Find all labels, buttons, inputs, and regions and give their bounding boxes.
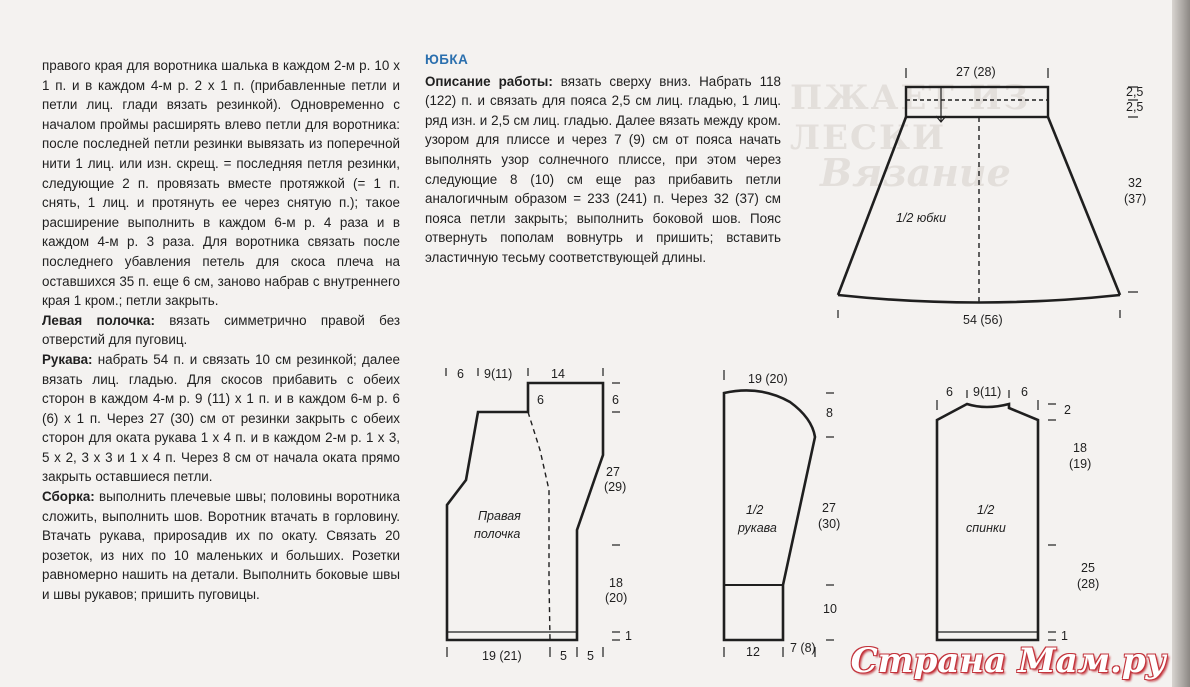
left-front-title: Левая полочка: <box>42 312 155 328</box>
back-label-1: 1/2 <box>977 503 995 517</box>
front-hem: 18 <box>609 576 623 590</box>
front-rib: 1 <box>625 629 632 643</box>
sleeves-title: Рукава: <box>42 351 93 367</box>
page-fold-shadow <box>1172 0 1190 687</box>
back-label-2: спинки <box>966 521 1006 535</box>
back-neck: 2 <box>1064 403 1071 417</box>
watermark-logo: Страна Мам.ру <box>850 641 1166 681</box>
description-title: Описание работы: <box>425 73 553 89</box>
skirt-band-1: 2,5 <box>1126 85 1144 99</box>
skirt-schematic <box>838 68 1138 318</box>
sleeve-length: 27 <box>822 501 836 515</box>
front-b3: 5 <box>587 649 594 663</box>
front-t2: 9(11) <box>484 367 513 381</box>
sleeves-text: набрать 54 п. и связать 10 см резинкой; далее вязать лиц. гладью. Для скосов прибавить с обеих сторон в каждом 4-м р. 9 (11) х 1 п. и в каждом 6-м р. 6 (6) х 1 п. Через 27 (30) см от резинки закрыть с обеих сторон для оката рукава 1 х 4 п. и в каждом 2-м р. 1 х 3, 5 х 2, 3 х 3 и 1 х 4 п. Через 8 см от начала оката прямо закрыть оставшиеся петли. <box>42 351 400 485</box>
skirt-piece-label: 1/2 юбки <box>896 211 947 225</box>
back-t3: 6 <box>1021 385 1028 399</box>
background-bleed-script: Вязание <box>820 150 1011 195</box>
back-t1: 6 <box>946 385 953 399</box>
front-label-1: Правая <box>478 509 521 523</box>
sleeve-b1: 12 <box>746 645 760 659</box>
front-label-2: полочка <box>474 527 521 541</box>
front-t3: 14 <box>551 367 565 381</box>
front-hem-alt: (20) <box>605 591 628 605</box>
skirt-length: 32 <box>1128 176 1142 190</box>
front-b2: 5 <box>560 649 567 663</box>
skirt-band-2: 2,5 <box>1126 100 1144 114</box>
skirt-top-width: 27 (28) <box>956 65 996 79</box>
sleeve-length-alt: (30) <box>818 517 841 531</box>
back-armhole-alt: (19) <box>1069 457 1092 471</box>
front-armhole: 27 <box>606 465 620 479</box>
assembly-text: выполнить плечевые швы; половины воротника сложить, выполнить шов. Воротник втачать в горловину. Втачать рукава, приposадив их по окату. Связать 20 розеток, из них по 10 маленьких и больших. Розетки равномерно нашить на детали. Выполнить боковые швы и швы рукавов; пришить пуговицы. <box>42 489 400 603</box>
front-armhole-alt: (29) <box>604 480 627 494</box>
description-text: вязать сверху вниз. Набрать 118 (122) п. и связать для пояса 2,5 см лиц. гладью, 1 лиц. ряд изн. и 2,5 см лиц. гладью. Далее вязать между кром. узором для плиссе и через 7 (9) см от пояса начать выполнять узор солнечного плиссе, при этом через следующие 8 (10) см еще раз прибавить петли аналогичным образом = 233 (241) п. Через 32 (37) см пояса петли закрыть; выполнить боковой шов. Пояс отвернуть пополам вовнутрь и пришить; вставить эластичную тесьму соответствующей длины. <box>425 73 781 265</box>
back-body: 25 <box>1081 561 1095 575</box>
front-b1: 19 (21) <box>482 649 522 663</box>
back-body-alt: (28) <box>1077 577 1100 591</box>
sleeve-schematic <box>724 370 834 657</box>
sleeve-cuff: 10 <box>823 602 837 616</box>
front-t1: 6 <box>457 367 464 381</box>
front-neck: 6 <box>537 393 544 407</box>
sleeve-label-1: 1/2 <box>746 503 764 517</box>
front-shoulder: 6 <box>612 393 619 407</box>
sleeve-label-2: рукава <box>738 521 777 535</box>
skirt-bottom-width: 54 (56) <box>963 313 1003 327</box>
back-rib: 1 <box>1061 629 1068 643</box>
assembly-title: Сборка: <box>42 489 95 505</box>
background-bleed-text: ПЖАЕТ ИЗ ЛЕСКИ <box>790 78 1031 158</box>
sleeve-b2: 7 (8) <box>790 641 816 655</box>
sleeve-cap: 8 <box>826 406 833 420</box>
back-schematic <box>937 390 1056 640</box>
front-schematic <box>446 368 620 657</box>
skirt-length-alt: (37) <box>1124 192 1147 206</box>
back-t2: 9(11) <box>973 385 1002 399</box>
skirt-heading: ЮБКА <box>425 52 469 67</box>
back-armhole: 18 <box>1073 441 1087 455</box>
sleeve-top: 19 (20) <box>748 372 788 386</box>
paragraph-collar: правого края для воротника шалька в каждом 2-м р. 10 х 1 п. и в каждом 4-м р. 2 х 1 п. (прибавленные петли и петли лиц. глади вязать резинкой). Одновременно с началом проймы расширять влево петли для воротника: после последней петли резинки вывязать из поперечной нити 1 лиц. или изн. скрещ. = последняя петля резинки, следующие 2 п. провязать вместе протяжкой (= 1 п. снять, 1 лиц. и протянуть ее через снятую п.); такое расширение выполнить в каждом 6-м р. 4 раза и в каждом 4-м р. 3 раза. Для воротника связать после последнего убавления петель для скоса плеча на оставшихся 35 п. еще 6 см, заново набрав с внутреннего края 1 кром.; петли закрыть. <box>42 58 400 309</box>
left-front-text: вязать симметрично правой без отверстий для пуговиц. <box>42 312 400 348</box>
